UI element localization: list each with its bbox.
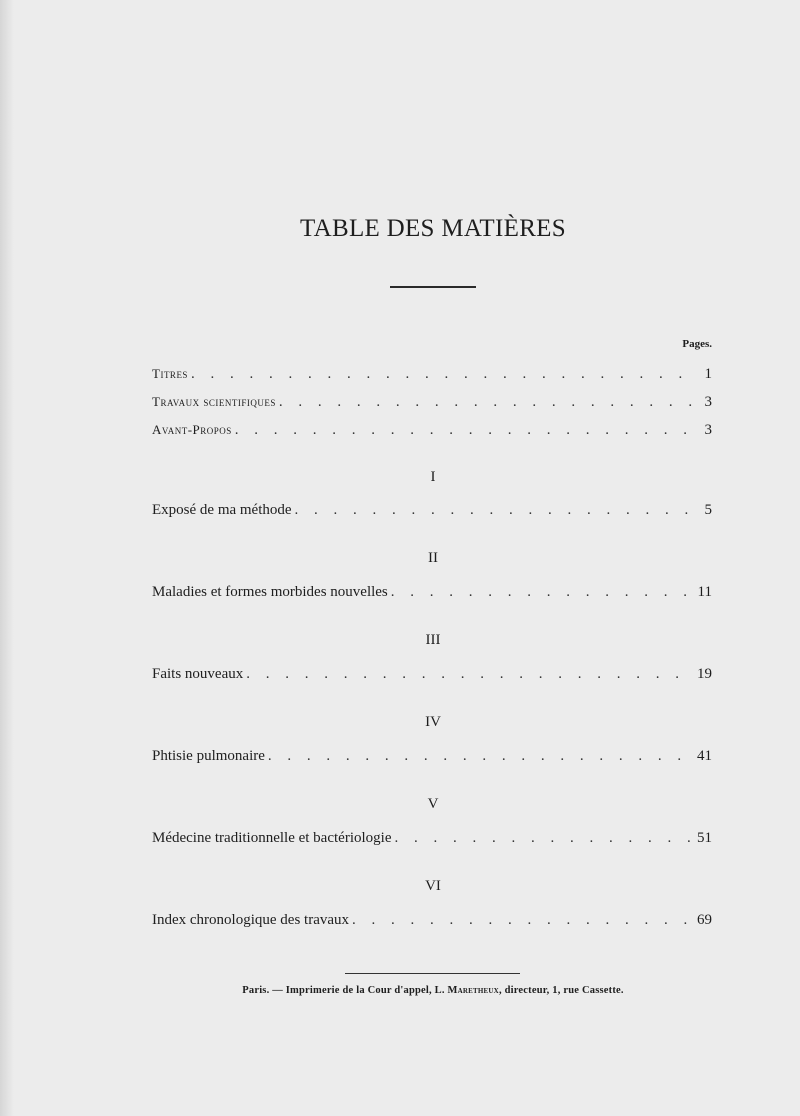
toc-entry-page: 41	[697, 748, 712, 764]
toc-entry-page: 3	[704, 394, 712, 410]
toc-entry-label: Maladies et formes morbides nouvelles	[152, 584, 388, 600]
imprint-suffix: , directeur, 1, rue Cassette.	[498, 985, 624, 996]
toc-entry-page: 3	[704, 422, 712, 438]
toc-entry-page: 11	[697, 584, 712, 600]
toc-entry-label: Faits nouveaux	[152, 666, 244, 682]
toc-entry-page: 5	[704, 502, 712, 518]
dot-leader	[279, 394, 696, 411]
toc-entry-label: Phtisie pulmonaire	[152, 748, 265, 764]
section-numeral: V	[427, 796, 439, 812]
imprint-prefix: Paris. — Imprimerie de la Cour d'appel, L.	[242, 985, 445, 996]
toc-entry-page: 69	[697, 912, 712, 928]
printer-imprint	[0, 985, 800, 996]
dot-leader	[246, 666, 693, 683]
toc-entry-label: Titres	[152, 366, 188, 381]
dot-leader	[394, 830, 693, 847]
dot-leader	[295, 502, 696, 519]
toc-entry-section-6	[152, 912, 712, 932]
title-rule	[390, 286, 476, 288]
toc-entry-label: Médecine traditionnelle et bactériologie	[152, 830, 392, 846]
dot-leader	[391, 584, 694, 601]
toc-entry-avant-propos	[152, 422, 712, 442]
toc-entry-page: 1	[704, 366, 712, 382]
section-numeral: VI	[425, 878, 441, 894]
toc-entry-section-5	[152, 830, 712, 850]
section-numeral: I	[430, 469, 436, 485]
toc-entry-label: Travaux scientifiques	[152, 394, 276, 409]
footer-rule	[345, 973, 520, 974]
toc-entry-section-1	[152, 502, 712, 522]
toc-entry-section-2	[152, 584, 712, 604]
toc-entry-label: Avant-Propos	[152, 422, 232, 437]
toc-entry-titres	[152, 366, 712, 386]
dot-leader	[268, 748, 693, 765]
dot-leader	[235, 422, 696, 439]
imprint-printer-name: Maretheux	[447, 985, 499, 996]
section-numeral: III	[425, 632, 441, 648]
toc-entry-page: 19	[697, 666, 712, 682]
toc-entry-section-3	[152, 666, 712, 686]
section-numeral: II	[428, 550, 438, 566]
pages-column-label: Pages.	[682, 338, 712, 350]
toc-entry-section-4	[152, 748, 712, 768]
toc-entry-travaux-scientifiques	[152, 394, 712, 414]
toc-entry-page: 51	[697, 830, 712, 846]
dot-leader	[191, 366, 696, 383]
dot-leader	[352, 912, 693, 929]
page-title: TABLE DES MATIÈRES	[300, 215, 566, 242]
toc-entry-label: Index chronologique des travaux	[152, 912, 350, 928]
toc-entry-label: Exposé de ma méthode	[152, 502, 292, 518]
section-numeral: IV	[425, 714, 441, 730]
